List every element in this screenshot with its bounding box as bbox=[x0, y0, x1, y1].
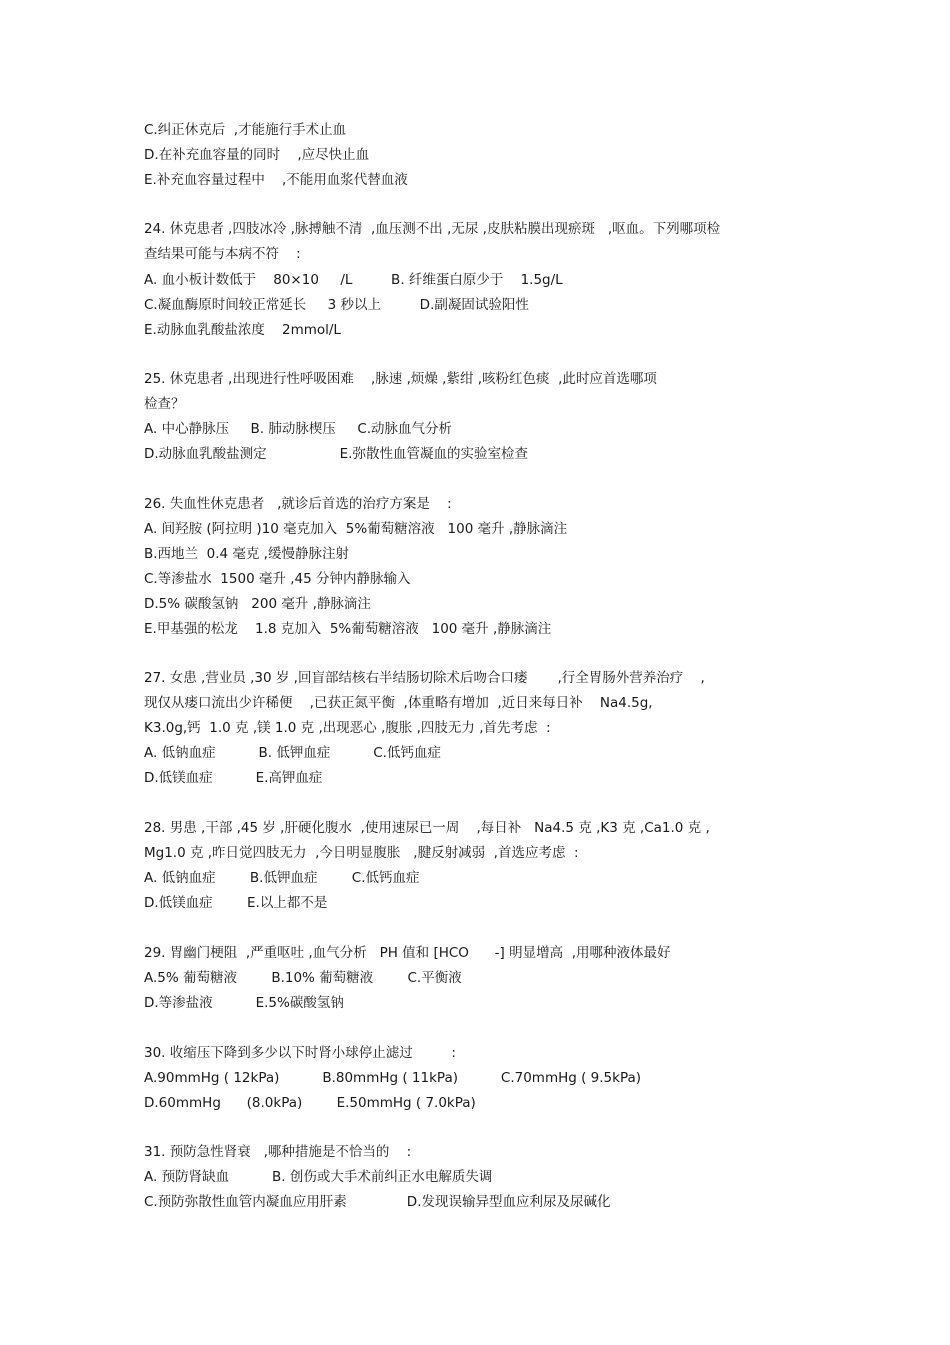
q27-stem-line2: 现仅从瘘口流出少许稀便 ,已获正氮平衡 ,体重略有增加 ,近日来每日补 Na4.5g, bbox=[144, 695, 653, 711]
q28-stem-line1: 28. 男患 ,干部 ,45 岁 ,肝硬化腹水 ,使用速尿已一周 ,每日补 Na4.5 克 ,K3 克 ,Ca1.0 克 , bbox=[144, 820, 710, 836]
q27-stem-line1: 27. 女患 ,营业员 ,30 岁 ,回盲部结核右半结肠切除术后吻合口瘘 ,行全胃肠外营养治疗 , bbox=[144, 670, 705, 686]
q30-options-abc: A.90mmHg ( 12kPa) B.80mmHg ( 11kPa) C.70mmHg ( 9.5kPa) bbox=[144, 1070, 642, 1086]
q24-options-cd: C.凝血酶原时间较正常延长 3 秒以上 D.副凝固试验阳性 bbox=[144, 297, 529, 313]
q29-stem: 29. 胃幽门梗阻 ,严重呕吐 ,血气分析 PH 值和 [HCO -] 明显增高 ,用哪种液体最好 bbox=[144, 945, 671, 961]
q29-options-abc: A.5% 葡萄糖液 B.10% 葡萄糖液 C.平衡液 bbox=[144, 970, 462, 986]
q23-option-c: C.纠正休克后 ,才能施行手术止血 bbox=[144, 122, 347, 138]
q31-options-ab: A. 预防肾缺血 B. 创伤或大手术前纠正水电解质失调 bbox=[144, 1169, 493, 1185]
q25-options-abc: A. 中心静脉压 B. 肺动脉楔压 C.动脉血气分析 bbox=[144, 421, 453, 437]
q30-options-de: D.60mmHg (8.0kPa) E.50mmHg ( 7.0kPa) bbox=[144, 1095, 476, 1111]
q25-stem-line1: 25. 休克患者 ,出现进行性呼吸困难 ,脉速 ,烦燥 ,紫绀 ,咳粉红色痰 ,此时应首选哪项 bbox=[144, 371, 657, 387]
q28-options-de: D.低镁血症 E.以上都不是 bbox=[144, 895, 328, 911]
q29-options-de: D.等渗盐液 E.5%碳酸氢钠 bbox=[144, 995, 344, 1011]
q28-options-abc: A. 低钠血症 B.低钾血症 C.低钙血症 bbox=[144, 870, 420, 886]
q26-stem: 26. 失血性休克患者 ,就诊后首选的治疗方案是 : bbox=[144, 496, 452, 512]
q31-stem: 31. 预防急性肾衰 ,哪种措施是不恰当的 : bbox=[144, 1144, 412, 1160]
q26-option-c: C.等渗盐水 1500 毫升 ,45 分钟内静脉输入 bbox=[144, 571, 411, 587]
q30-stem: 30. 收缩压下降到多少以下时肾小球停止滤过 : bbox=[144, 1045, 456, 1061]
q25-options-de: D.动脉血乳酸盐测定 E.弥散性血管凝血的实验室检查 bbox=[144, 446, 528, 462]
q24-option-e: E.动脉血乳酸盐浓度 2mmol/L bbox=[144, 322, 341, 338]
q24-options-ab: A. 血小板计数低于 80×10 /L B. 纤维蛋白原少于 1.5g/L bbox=[144, 272, 563, 288]
q26-option-b: B.西地兰 0.4 毫克 ,缓慢静脉注射 bbox=[144, 546, 349, 562]
q27-options-de: D.低镁血症 E.高钾血症 bbox=[144, 770, 323, 786]
q27-stem-line3: K3.0g,钙 1.0 克 ,镁 1.0 克 ,出现恶心 ,腹胀 ,四肢无力 ,首先考虑 : bbox=[144, 720, 551, 736]
q26-option-a: A. 间羟胺 (阿拉明 )10 毫克加入 5%葡萄糖溶液 100 毫升 ,静脉滴注 bbox=[144, 521, 568, 537]
q26-option-e: E.甲基强的松龙 1.8 克加入 5%葡萄糖溶液 100 毫升 ,静脉滴注 bbox=[144, 621, 552, 637]
q27-options-abc: A. 低钠血症 B. 低钾血症 C.低钙血症 bbox=[144, 745, 441, 761]
q26-option-d: D.5% 碳酸氢钠 200 毫升 ,静脉滴注 bbox=[144, 596, 371, 612]
q31-options-cd: C.预防弥散性血管内凝血应用肝素 D.发现误输异型血应利尿及尿碱化 bbox=[144, 1194, 611, 1210]
q23-option-d: D.在补充血容量的同时 ,应尽快止血 bbox=[144, 147, 370, 163]
q24-stem-line1: 24. 休克患者 ,四肢冰冷 ,脉搏触不清 ,血压测不出 ,无尿 ,皮肤粘膜出现瘀斑 ,呕血。下列哪项检 bbox=[144, 221, 721, 237]
q25-stem-line2: 检查？ bbox=[144, 396, 185, 412]
q28-stem-line2: Mg1.0 克 ,昨日觉四肢无力 ,今日明显腹胀 ,腱反射减弱 ,首选应考虑 : bbox=[144, 845, 579, 861]
q23-option-e: E.补充血容量过程中 ,不能用血浆代替血液 bbox=[144, 172, 408, 188]
q24-stem-line2: 查结果可能与本病不符 : bbox=[144, 246, 301, 262]
